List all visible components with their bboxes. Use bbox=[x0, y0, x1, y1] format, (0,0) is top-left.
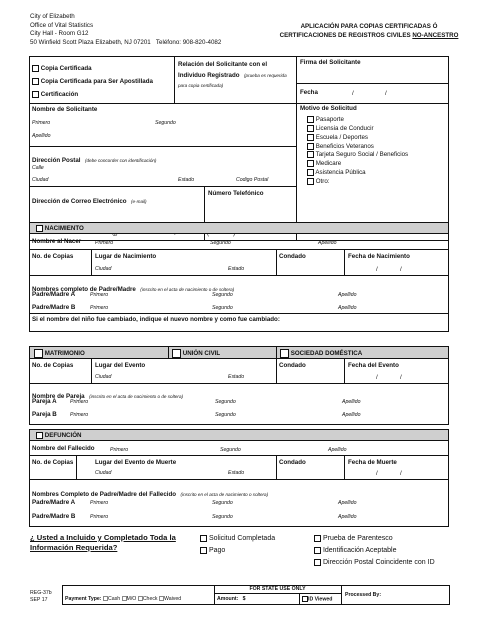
reason-public-assistance[interactable] bbox=[307, 169, 408, 178]
checkbox[interactable] bbox=[307, 125, 314, 132]
birth-parents-label: Nombres completo de Padre/Madre bbox=[32, 286, 136, 293]
birth-date-slash-1: / bbox=[376, 266, 378, 273]
death-header-bar bbox=[29, 429, 449, 441]
deceased-label: Nombre del Fallecido bbox=[32, 445, 95, 452]
option-label: Copia Certificada para bbox=[40, 78, 109, 85]
check-label: Pago bbox=[208, 547, 226, 554]
birth-parent-b-label: Padre/Madre B bbox=[32, 304, 76, 311]
signature-label: Firma del Solicitante bbox=[300, 59, 361, 66]
birth-state-hint: Estado bbox=[228, 266, 245, 272]
checkbox[interactable] bbox=[314, 547, 321, 554]
check-label: Dirección Postal Coincidente con ID bbox=[322, 559, 435, 566]
parent-b-last-hint: Apellido bbox=[338, 305, 357, 311]
birth-checkbox[interactable] bbox=[36, 225, 43, 232]
checkbox[interactable] bbox=[307, 169, 314, 176]
dollar-sign: $ bbox=[242, 596, 246, 602]
amount-label: Amount: bbox=[217, 596, 239, 602]
death-copies-label: No. de Copias bbox=[32, 459, 74, 466]
state-use-label: FOR STATE USE ONLY bbox=[249, 586, 306, 592]
death-date-label: Fecha de Muerte bbox=[348, 459, 397, 466]
parent-b-middle-hint: Segundo bbox=[212, 305, 233, 311]
deceased-first-hint: Primero bbox=[110, 447, 129, 453]
check-label: Check bbox=[142, 596, 158, 602]
birth-header-bar bbox=[29, 222, 449, 234]
birth-first-hint: Primero bbox=[95, 240, 114, 246]
death-date-slash-2: / bbox=[400, 470, 402, 477]
death-parent-b-label: Padre/Madre B bbox=[32, 513, 76, 520]
death-parent-a-label: Padre/Madre A bbox=[32, 499, 76, 506]
relation-label: Relación del Solicitante con el Individuo Registrado bbox=[178, 61, 268, 79]
couple-note: (inscrito en el acta de nacimiento o de soltera) bbox=[89, 394, 184, 399]
marriage-place-label: Lugar del Evento bbox=[95, 362, 146, 369]
postal-label: Dirección Postal bbox=[32, 157, 81, 164]
birth-header-label: NACIMIENTO bbox=[44, 225, 84, 233]
birth-city-hint: Ciudad bbox=[95, 266, 112, 272]
death-section bbox=[29, 429, 449, 527]
phone-label: Número Telefónico bbox=[208, 190, 264, 197]
name-at-birth-label: Nombre al Nacer bbox=[32, 238, 82, 245]
birth-middle-hint: Segundo bbox=[210, 240, 231, 246]
postal-note: (debe concorder con identificación) bbox=[84, 158, 157, 163]
domestic-partnership-label: SOCIEDAD DOMÉSTICA bbox=[290, 350, 363, 358]
marriage-header-bar bbox=[29, 346, 449, 359]
birth-date-label: Fecha de Nacimiento bbox=[348, 253, 410, 260]
form-title-line1: APLICACIÓN PARA COPIAS CERTIFICADAS Ó bbox=[300, 23, 438, 30]
partner-a-label: Pareja A bbox=[32, 398, 57, 405]
civil-union-option[interactable] bbox=[172, 349, 220, 358]
cityhall-room: City Hall - Room G12 bbox=[30, 30, 89, 37]
marriage-state-hint: Estado bbox=[228, 374, 245, 380]
death-parent-b-middle-hint: Segundo bbox=[212, 514, 233, 520]
marriage-county-label: Condado bbox=[279, 362, 306, 369]
id-viewed-label: ID Viewed bbox=[308, 596, 333, 603]
relation-field[interactable] bbox=[178, 58, 294, 90]
deceased-last-hint: Apellido bbox=[328, 447, 347, 453]
checkbox[interactable] bbox=[307, 178, 314, 185]
form-code bbox=[30, 590, 52, 604]
amount-field[interactable] bbox=[217, 596, 246, 602]
form-title-line2-underlined: NO-ANCESTRO bbox=[412, 32, 459, 39]
checkbox[interactable] bbox=[200, 535, 207, 542]
reason-veterans[interactable] bbox=[307, 143, 408, 152]
check-relationship-proof[interactable] bbox=[314, 533, 435, 545]
death-state-hint: Estado bbox=[228, 470, 245, 476]
reason-label: Motivo de Solicitud bbox=[300, 105, 357, 112]
death-date-slash-1: / bbox=[376, 470, 378, 477]
checklist-question-line1: ¿ Usted a Incluido y Completado Toda la bbox=[30, 533, 176, 542]
checkbox[interactable] bbox=[314, 559, 321, 566]
death-city-hint: Ciudad bbox=[95, 470, 112, 476]
reason-label-text: Otro: bbox=[315, 178, 330, 186]
death-header-label: DEFUNCIÓN bbox=[44, 432, 82, 440]
reason-passport[interactable] bbox=[307, 116, 408, 125]
check-acceptable-id[interactable] bbox=[314, 545, 435, 557]
marriage-option[interactable] bbox=[34, 349, 85, 358]
reason-drivers-license[interactable] bbox=[307, 125, 408, 134]
deceased-middle-hint: Segundo bbox=[220, 447, 241, 453]
birth-county-label: Condado bbox=[279, 253, 306, 260]
check-address-matches-id[interactable] bbox=[314, 557, 435, 569]
postal-address-field[interactable] bbox=[32, 149, 156, 167]
name-changed-label: Si el nombre del niño fue cambiado, indique el nuevo nombre y como fue cambiado: bbox=[32, 316, 280, 323]
payment-type-label: Payment Type: bbox=[65, 596, 102, 602]
partner-b-middle-hint: Segundo bbox=[215, 412, 236, 418]
option-certified-copy[interactable] bbox=[32, 62, 153, 75]
checkbox[interactable] bbox=[307, 160, 314, 167]
checklist-col-2 bbox=[314, 533, 435, 569]
parent-b-first-hint: Primero bbox=[90, 305, 109, 311]
death-parent-a-first-hint: Primero bbox=[90, 500, 109, 506]
option-label-bold: Ser Apostillada bbox=[108, 78, 153, 85]
middle-name-hint: Segundo bbox=[155, 120, 176, 126]
city-hint: Ciudad bbox=[32, 177, 49, 183]
reason-social-security[interactable] bbox=[307, 151, 408, 160]
death-parents-note: (inscrito en el acta de nacimiento o soltera) bbox=[180, 492, 269, 497]
option-apostille-copy[interactable] bbox=[32, 75, 153, 88]
office-name: Office of Vital Statistics bbox=[30, 21, 94, 29]
marriage-label: MATRIMONIO bbox=[44, 350, 85, 358]
office-address-block bbox=[30, 13, 221, 47]
birth-date-slash-2: / bbox=[400, 266, 402, 273]
checkbox[interactable] bbox=[32, 91, 39, 98]
option-certification[interactable] bbox=[32, 88, 153, 101]
request-type-options bbox=[32, 62, 153, 101]
form-number: REG-37b bbox=[30, 590, 52, 596]
parent-a-middle-hint: Segundo bbox=[212, 292, 233, 298]
processed-by-label: Processed By: bbox=[345, 592, 382, 598]
date-slash-1: / bbox=[352, 90, 354, 97]
reason-other[interactable] bbox=[307, 178, 408, 187]
relation-note: (prueba es requerida para copia certificada) bbox=[178, 72, 287, 88]
birth-place-label: Lugar de Nacimiento bbox=[95, 253, 157, 260]
birth-copies-label: No. de Copias bbox=[32, 253, 74, 260]
death-parent-a-last-hint: Apellido bbox=[338, 500, 357, 506]
reason-label-text: Licensia de Conducir bbox=[315, 124, 374, 132]
date-slash-2: / bbox=[385, 90, 387, 97]
reason-school-sports[interactable] bbox=[307, 134, 408, 143]
partner-a-first-hint: Primero bbox=[70, 399, 89, 405]
id-viewed-option[interactable] bbox=[302, 596, 332, 602]
birth-parents-note: (inscrito en el acta de nacimiento o de soltera) bbox=[140, 287, 235, 292]
partner-b-label: Pareja B bbox=[32, 411, 57, 418]
marriage-date-slash-1: / bbox=[376, 374, 378, 381]
form-revision: SEP 17 bbox=[30, 597, 48, 603]
waived-label: Waived bbox=[163, 596, 182, 602]
marriage-city-hint: Ciudad bbox=[95, 374, 112, 380]
death-parents-label: Nombres Completo de Padre/Madre del Fallecido bbox=[32, 491, 177, 498]
civil-union-label: UNIÓN CIVIL bbox=[182, 350, 221, 358]
checklist-question bbox=[30, 533, 176, 553]
marriage-date-label: Fecha del Evento bbox=[348, 362, 399, 369]
death-county-label: Condado bbox=[279, 459, 306, 466]
checkbox[interactable] bbox=[307, 134, 314, 141]
domestic-partnership-option[interactable] bbox=[280, 349, 362, 358]
partner-b-first-hint: Primero bbox=[70, 412, 89, 418]
death-checkbox[interactable] bbox=[36, 432, 43, 439]
office-phone: Teléfono: 908-820-4082 bbox=[155, 38, 222, 46]
zip-hint: Codigo Postal bbox=[236, 177, 269, 183]
check-label: Solicitud Completada bbox=[208, 535, 276, 542]
reason-label-text: Escuela / Deportes bbox=[315, 133, 369, 141]
form-title-line2-main: CERTIFICACIONES DE REGISTROS CIVILES bbox=[279, 32, 411, 39]
option-label: Certificación bbox=[40, 91, 79, 98]
email-label: Dirección de Correo Electrónico bbox=[32, 198, 127, 205]
domestic-partnership-checkbox[interactable] bbox=[280, 349, 289, 358]
first-name-hint: Primero bbox=[32, 120, 51, 126]
checklist-question-line2: Información Requerida? bbox=[30, 543, 118, 552]
checkbox[interactable] bbox=[32, 78, 39, 85]
reason-label-text: Asistencia Pública bbox=[315, 169, 366, 177]
partner-b-last-hint: Apellido bbox=[342, 412, 361, 418]
applicant-name-label: Nombre de Solicitante bbox=[32, 106, 98, 113]
email-field[interactable] bbox=[32, 190, 147, 208]
reason-label-text: Pasaporte bbox=[315, 116, 344, 124]
marriage-date-slash-2: / bbox=[400, 374, 402, 381]
death-parent-b-first-hint: Primero bbox=[90, 514, 109, 520]
death-parent-a-middle-hint: Segundo bbox=[212, 500, 233, 506]
cash-label: Cash bbox=[107, 596, 121, 602]
marriage-copies-label: No. de Copias bbox=[32, 362, 74, 369]
death-header bbox=[36, 432, 82, 439]
checkbox[interactable] bbox=[307, 143, 314, 150]
check-application-complete[interactable] bbox=[200, 533, 275, 545]
partner-a-middle-hint: Segundo bbox=[215, 399, 236, 405]
form-title bbox=[264, 22, 474, 40]
money-order-label: M/O bbox=[126, 596, 137, 602]
reason-label-text: Beneficios Veteranos bbox=[315, 142, 374, 150]
check-label: Prueba de Parentesco bbox=[322, 535, 393, 542]
address-line bbox=[30, 39, 221, 48]
birth-parent-a-label: Padre/Madre A bbox=[32, 291, 76, 298]
form-title-line2 bbox=[264, 31, 474, 40]
death-place-label: Lugar del Evento de Muerte bbox=[95, 459, 177, 466]
date-label: Fecha bbox=[300, 89, 318, 96]
death-parent-b-last-hint: Apellido bbox=[338, 514, 357, 520]
state-hint: Estado bbox=[178, 177, 195, 183]
birth-header bbox=[36, 225, 84, 232]
checkbox[interactable] bbox=[314, 535, 321, 542]
couple-label: Nombre de Pareja bbox=[32, 393, 85, 400]
checkbox[interactable] bbox=[200, 547, 207, 554]
street-hint: Calle bbox=[32, 165, 44, 171]
parent-a-last-hint: Apellido bbox=[338, 292, 357, 298]
check-label: Identificación Aceptable bbox=[322, 547, 397, 554]
parent-a-first-hint: Primero bbox=[90, 292, 109, 298]
checkbox[interactable] bbox=[307, 116, 314, 123]
reason-label-text: Tarjeta Seguro Social / Beneficios bbox=[315, 151, 409, 159]
payment-type-row bbox=[65, 596, 181, 602]
reason-medicare[interactable] bbox=[307, 160, 408, 169]
civil-union-checkbox[interactable] bbox=[172, 349, 181, 358]
check-payment[interactable] bbox=[200, 545, 275, 557]
partner-a-last-hint: Apellido bbox=[342, 399, 361, 405]
last-name-hint: Apellido bbox=[32, 133, 51, 139]
city-name: City of Elizabeth bbox=[30, 13, 75, 20]
birth-last-hint: Apellido bbox=[318, 240, 337, 246]
checkbox[interactable] bbox=[307, 151, 314, 158]
checkbox[interactable] bbox=[32, 65, 39, 72]
checklist-col-1 bbox=[200, 533, 275, 557]
reason-list bbox=[307, 116, 408, 187]
email-note: (e-mail) bbox=[131, 199, 147, 204]
marriage-checkbox[interactable] bbox=[34, 349, 43, 358]
reason-label-text: Medicare bbox=[315, 160, 342, 168]
option-label: Copia Certificada bbox=[40, 65, 92, 72]
street-address: 50 Winfield Scott Plaza Elizabeth, NJ 07201 bbox=[30, 38, 151, 46]
